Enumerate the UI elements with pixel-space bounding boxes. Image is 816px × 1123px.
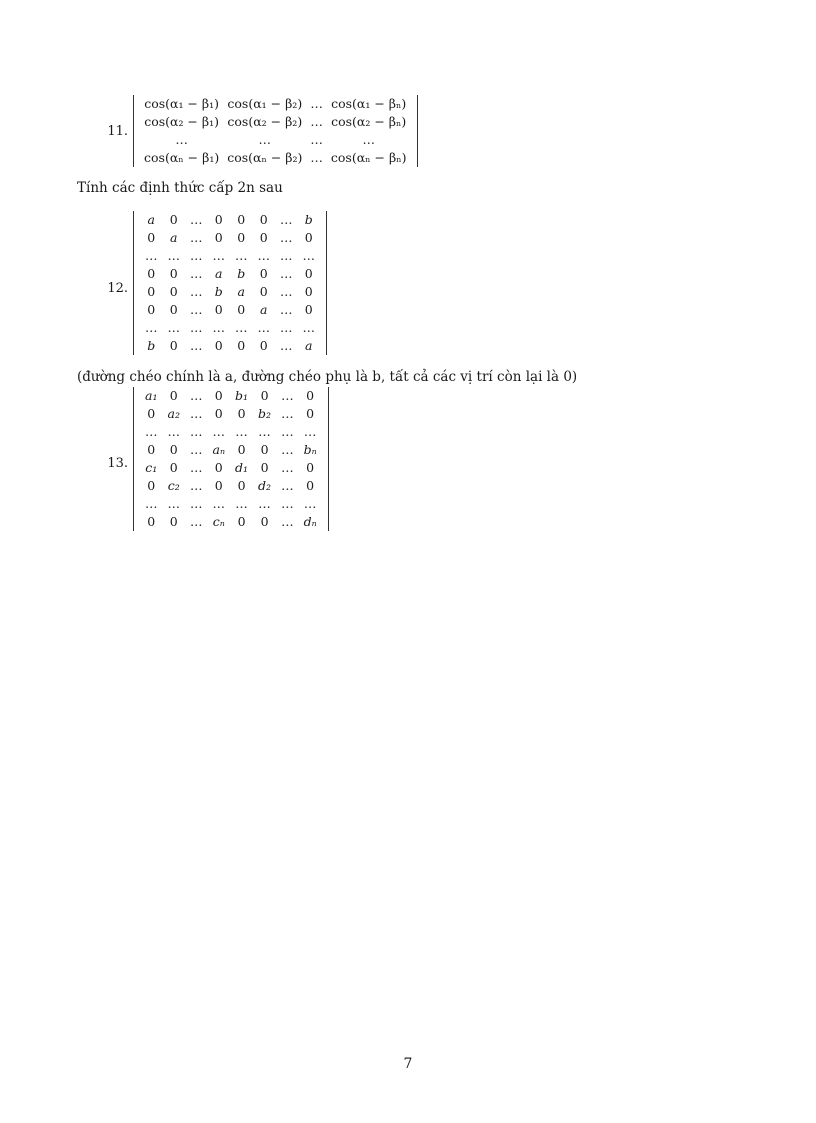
matrix-cell: … (190, 460, 203, 475)
matrix-cell: 0 (237, 442, 246, 457)
problem-number: 12. (107, 281, 128, 296)
matrix-row (140, 211, 320, 229)
matrix-cell: 0 (214, 338, 223, 353)
matrix-cell: … (258, 424, 271, 439)
matrix-cell: b (147, 338, 156, 353)
matrix-cell: … (280, 338, 293, 353)
matrix-cell: bₙ (303, 442, 317, 457)
matrix-cell: cₙ (212, 514, 225, 529)
matrix-cell: … (362, 132, 375, 147)
matrix-cell: 0 (169, 388, 178, 403)
matrix-cell: 0 (306, 460, 315, 475)
matrix-cell: 0 (237, 302, 246, 317)
matrix-cell: 0 (169, 212, 178, 227)
matrix-cell: … (190, 514, 203, 529)
matrix-cell: cos(α₁ − βₙ) (331, 96, 407, 111)
matrix-cell: … (258, 496, 271, 511)
matrix-row (140, 513, 322, 531)
matrix-cell: b (214, 284, 223, 299)
problem-number: 13. (107, 456, 128, 471)
matrix-cell: … (167, 248, 180, 263)
matrix-cell: c₁ (145, 460, 158, 475)
matrix-cell: … (310, 96, 323, 111)
matrix-row (140, 477, 322, 495)
matrix-cell: … (280, 248, 293, 263)
matrix-cell: 0 (260, 442, 269, 457)
matrix-cell: 0 (147, 514, 156, 529)
matrix (140, 387, 322, 531)
matrix-cell: 0 (237, 478, 246, 493)
matrix-cell: b (237, 266, 246, 281)
matrix-row (140, 301, 320, 319)
matrix-cell: a (170, 230, 178, 245)
matrix-cell: 0 (169, 302, 178, 317)
matrix-cell: … (281, 460, 294, 475)
matrix-row (140, 247, 320, 265)
matrix-cell: … (281, 388, 294, 403)
matrix-cell: 0 (259, 284, 268, 299)
matrix-cell: … (190, 266, 203, 281)
matrix-cell: … (310, 114, 323, 129)
matrix-cell: 0 (260, 388, 269, 403)
matrix-cell: … (190, 230, 203, 245)
matrix-cell: 0 (169, 460, 178, 475)
matrix-cell: cos(α₁ − β₁) (144, 96, 219, 111)
matrix-cell: … (212, 248, 225, 263)
matrix-cell: … (257, 248, 270, 263)
matrix-cell: cos(α₁ − β₂) (227, 96, 303, 111)
matrix-cell: a (237, 284, 245, 299)
matrix-cell: 0 (304, 302, 313, 317)
matrix-cell: … (167, 320, 180, 335)
matrix-cell: … (190, 302, 203, 317)
matrix-cell: a (215, 266, 223, 281)
matrix-cell: 0 (237, 212, 246, 227)
matrix-cell: … (235, 496, 248, 511)
matrix-row (140, 337, 320, 355)
matrix-row (140, 95, 411, 113)
matrix-cell: 0 (237, 514, 246, 529)
matrix-cell: a (305, 338, 313, 353)
matrix-cell: … (310, 150, 323, 165)
matrix-cell: … (310, 132, 323, 147)
matrix-cell: 0 (147, 478, 156, 493)
problem-note: (đường chéo chính là a, đường chéo phụ là b, tất cả các vị trí còn lại là 0) (77, 369, 578, 385)
matrix-cell: … (302, 248, 315, 263)
matrix-cell: … (145, 320, 158, 335)
matrix-cell: 0 (214, 406, 223, 421)
matrix-cell: 0 (259, 212, 268, 227)
matrix-row (140, 229, 320, 247)
matrix-row (140, 459, 322, 477)
matrix-cell: 0 (260, 460, 269, 475)
matrix-cell: … (258, 132, 272, 147)
matrix-cell: cos(α₂ − β₂) (227, 114, 303, 129)
matrix-cell: … (280, 320, 293, 335)
matrix-cell: … (281, 442, 294, 457)
matrix-cell: … (235, 248, 248, 263)
matrix-cell: … (212, 424, 226, 439)
matrix-cell: … (145, 496, 158, 511)
matrix-cell: c₂ (167, 478, 180, 493)
matrix-row (140, 265, 320, 283)
matrix-cell: 0 (306, 388, 315, 403)
matrix-cell: 0 (147, 406, 156, 421)
matrix-cell: … (303, 496, 317, 511)
matrix-cell: … (281, 514, 294, 529)
matrix-cell: … (235, 424, 248, 439)
matrix-cell: 0 (259, 266, 268, 281)
matrix-cell: … (303, 424, 317, 439)
matrix (140, 211, 320, 355)
matrix-cell: 0 (169, 514, 178, 529)
matrix-cell: cos(αₙ − βₙ) (330, 150, 407, 165)
matrix-cell: 0 (237, 230, 246, 245)
matrix-cell: cos(αₙ − β₂) (227, 150, 303, 165)
matrix-cell: a₂ (167, 406, 180, 421)
matrix-cell: … (302, 320, 315, 335)
matrix-cell: … (190, 388, 203, 403)
matrix-cell: a₁ (145, 388, 158, 403)
matrix-cell: … (190, 496, 203, 511)
matrix-cell: aₙ (212, 442, 226, 457)
matrix-cell: … (280, 284, 293, 299)
page-number: 7 (403, 1056, 413, 1072)
matrix-cell: d₂ (258, 478, 272, 493)
matrix-cell: d₁ (235, 460, 249, 475)
matrix-cell: 0 (214, 230, 223, 245)
matrix-cell: 0 (147, 442, 156, 457)
matrix-cell: a (260, 302, 268, 317)
matrix-cell: 0 (259, 230, 268, 245)
matrix-row (140, 283, 320, 301)
matrix-cell: 0 (306, 478, 315, 493)
matrix-cell: … (212, 320, 225, 335)
matrix-cell: … (190, 478, 203, 493)
matrix-cell: 0 (306, 406, 315, 421)
matrix-cell: … (175, 132, 188, 147)
matrix-row (140, 131, 411, 149)
matrix-row (140, 113, 411, 131)
matrix-cell: 0 (214, 388, 223, 403)
matrix-cell: … (190, 320, 203, 335)
matrix-cell: 0 (147, 284, 156, 299)
problem-number: 11. (107, 124, 128, 139)
matrix-cell: cos(α₂ − βₙ) (331, 114, 407, 129)
matrix-cell: 0 (169, 266, 178, 281)
matrix-cell: 0 (304, 266, 313, 281)
matrix-row (140, 319, 320, 337)
matrix-cell: … (281, 406, 294, 421)
matrix-cell: … (190, 442, 203, 457)
determinant (133, 387, 329, 531)
matrix-cell: 0 (147, 302, 156, 317)
matrix-cell: cos(αₙ − β₁) (144, 150, 220, 165)
matrix (140, 95, 411, 167)
matrix-cell: 0 (169, 442, 178, 457)
matrix-cell: dₙ (303, 514, 317, 529)
matrix-cell: 0 (304, 284, 313, 299)
matrix-cell: … (190, 424, 203, 439)
matrix-cell: b₂ (258, 406, 272, 421)
matrix-cell: 0 (214, 478, 223, 493)
matrix-cell: … (190, 338, 203, 353)
matrix-cell: … (190, 284, 203, 299)
matrix-cell: … (235, 320, 248, 335)
matrix-cell: 0 (169, 338, 178, 353)
matrix-cell: … (167, 496, 180, 511)
matrix-cell: … (280, 212, 293, 227)
matrix-cell: 0 (260, 514, 269, 529)
matrix-cell: 0 (259, 338, 268, 353)
matrix-cell: … (190, 248, 203, 263)
matrix-row (140, 423, 322, 441)
matrix-cell: 0 (304, 230, 313, 245)
matrix-cell: … (190, 406, 203, 421)
matrix-row (140, 149, 411, 167)
matrix-cell: … (280, 302, 293, 317)
matrix-cell: cos(α₂ − β₁) (144, 114, 219, 129)
matrix-cell: … (280, 266, 293, 281)
matrix-cell: 0 (214, 302, 223, 317)
matrix-cell: … (281, 424, 294, 439)
matrix-cell: … (281, 496, 294, 511)
matrix-cell: … (167, 424, 180, 439)
matrix-row (140, 495, 322, 513)
matrix-cell: 0 (147, 230, 156, 245)
matrix-cell: 0 (237, 338, 246, 353)
matrix-cell: a (147, 212, 155, 227)
matrix-row (140, 441, 322, 459)
matrix-cell: … (257, 320, 270, 335)
matrix-cell: 0 (169, 284, 178, 299)
matrix-row (140, 405, 322, 423)
matrix-cell: 0 (237, 406, 246, 421)
matrix-cell: 0 (147, 266, 156, 281)
matrix-cell: … (280, 230, 293, 245)
matrix-row (140, 387, 322, 405)
determinant (133, 211, 327, 355)
matrix-cell: … (190, 212, 203, 227)
matrix-cell: 0 (214, 212, 223, 227)
matrix-cell: b (304, 212, 313, 227)
matrix-cell: … (145, 248, 158, 263)
matrix-cell: … (145, 424, 158, 439)
matrix-cell: b₁ (235, 388, 249, 403)
determinant (133, 95, 418, 167)
matrix-cell: 0 (214, 460, 223, 475)
section-heading: Tính các định thức cấp 2n sau (77, 180, 283, 196)
matrix-cell: … (281, 478, 294, 493)
matrix-cell: … (212, 496, 226, 511)
